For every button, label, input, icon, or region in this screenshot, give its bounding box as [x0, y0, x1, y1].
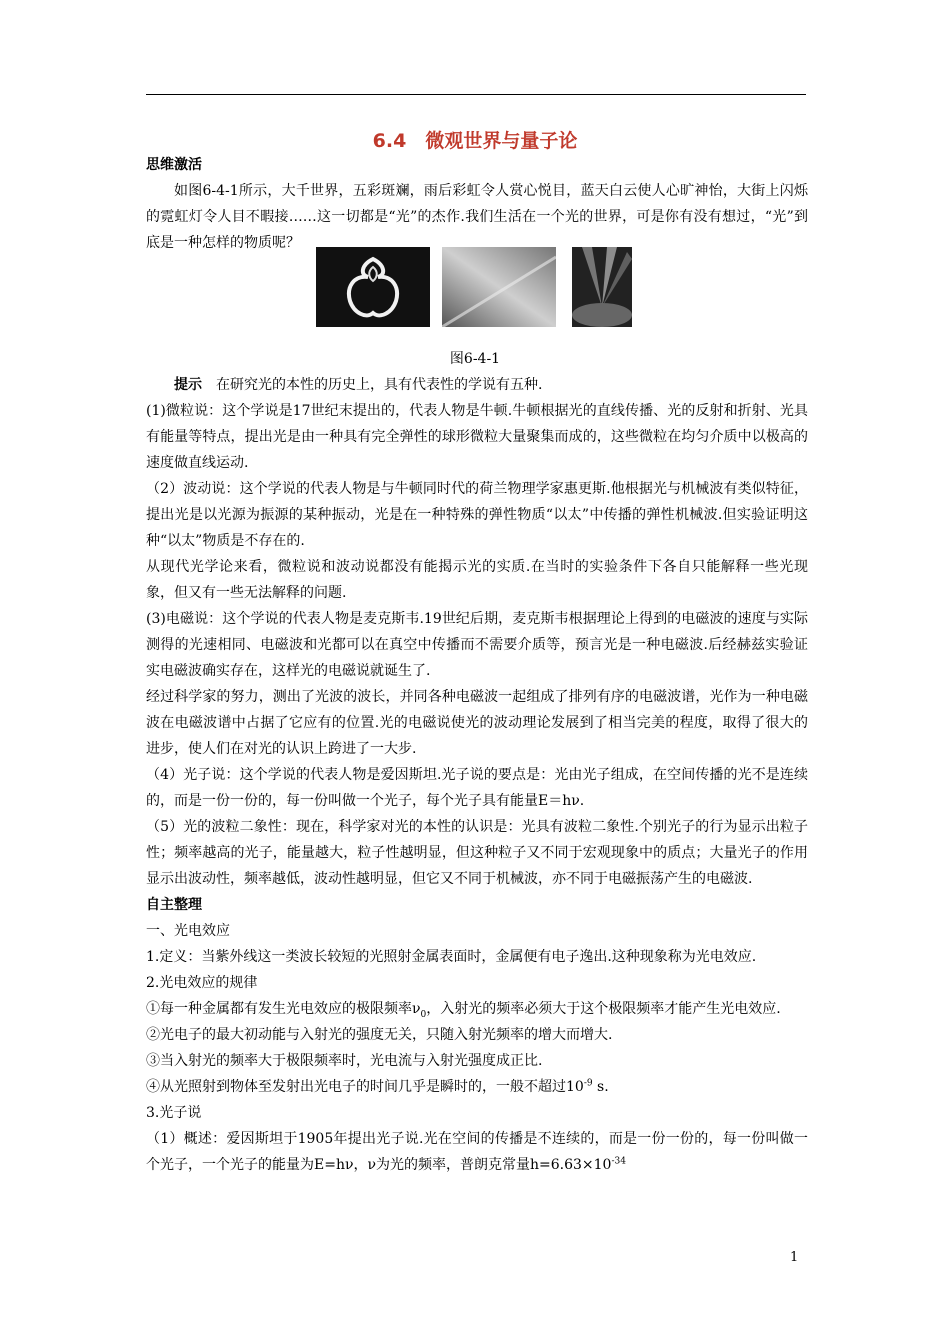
rule-1-text-a: ①每一种金属都有发生光电效应的极限频率ν [146, 1001, 421, 1017]
section-heading-thinking: 思维激活 [146, 157, 202, 173]
heading-rules: 2.光电效应的规律 [146, 975, 258, 991]
rule-1-text-b: ，入射光的频率必须大于这个极限频率才能产生光电效应. [426, 1001, 781, 1017]
section-heading-self-study: 自主整理 [146, 897, 202, 913]
para-corpuscular: (1)微粒说：这个学说是17世纪末提出的，代表人物是牛顿.牛顿根据光的直线传播、光的反射和折射、光具有能量等特点，提出光是由一种具有完全弹性的球形微粒大量聚集而成的，这些微粒在均匀介质中以极高的速度做直线运动. [146, 403, 808, 471]
neon-apple-image [316, 247, 430, 327]
photon-overview [146, 1126, 808, 1178]
photon-overview-text: （1）概述：爱因斯坦于1905年提出光子说.光在空间的传播是不连续的，而是一份一份的，每一份叫做一个光子，一个光子的能量为E=hν，ν为光的频率，普朗克常量h=6.63×10 [146, 1131, 808, 1173]
page-title: 6.4 微观世界与量子论 [372, 130, 578, 152]
intro-block [146, 152, 808, 256]
rule-2: ②光电子的最大初动能与入射光的强度无关，只随入射光频率的增大而增大. [146, 1027, 613, 1043]
light-beam-image [442, 247, 556, 327]
para-modern-view: 从现代光学论来看，微粒说和波动说都没有能揭示光的实质.在当时的实验条件下各自只能解释一些光现象，但又有一些无法解释的问题. [146, 559, 808, 601]
para-em-spectrum: 经过科学家的努力，测出了光波的波长，并同各种电磁波一起组成了排列有序的电磁波谱，光作为一种电磁波在电磁波谱中占据了它应有的位置.光的电磁说使光的波动理论发展到了相当完美的程度，取得了很大的进步，使人们在对光的认识上跨进了一大步. [146, 689, 808, 757]
rule-1 [146, 996, 808, 1022]
main-block [146, 372, 808, 1178]
figure-caption: 图6-4-1 [449, 351, 501, 367]
header-rule [146, 94, 806, 95]
page-number: 1 [790, 1250, 799, 1265]
rule-3: ③当入射光的频率大于极限频率时，光电流与入射光强度成正比. [146, 1053, 543, 1069]
rule-4-superscript: -9 [583, 1078, 593, 1089]
rule-1-subscript: 0 [420, 1009, 427, 1020]
sun-rays-image [572, 247, 632, 327]
definition: 1.定义：当紫外线这一类波长较短的光照射金属表面时，金属便有电子逸出.这种现象称为光电效应. [146, 949, 757, 965]
rule-4-text-b: s. [592, 1079, 609, 1095]
heading-photon-theory: 3.光子说 [146, 1105, 202, 1121]
para-electromagnetic: (3)电磁说：这个学说的代表人物是麦克斯韦.19世纪后期，麦克斯韦根据理论上得到的电磁波的速度与实际测得的光速相同、电磁波和光都可以在真空中传播而不需要介质等，预言光是一种电磁波.后经赫兹实验证实电磁波确实存在，这样光的电磁说就诞生了. [146, 611, 808, 679]
rule-4-text-a: ④从光照射到物体至发射出光电子的时间几乎是瞬时的，一般不超过10 [146, 1079, 584, 1095]
photon-overview-superscript: -34 [611, 1156, 626, 1167]
para-duality: （5）光的波粒二象性：现在，科学家对光的本性的认识是：光具有波粒二象性.个别光子的行为显示出粒子性；频率越高的光子，能量越大，粒子性越明显，但这种粒子又不同于宏观现象中的质点；大量光子的作用显示出波动性，频率越低，波动性越明显，但它又不同于机械波，亦不同于电磁振荡产生的电磁波. [146, 819, 808, 887]
hint-text: 在研究光的本性的历史上，具有代表性的学说有五种. [216, 377, 543, 393]
hint-line [146, 372, 808, 398]
para-photon: （4）光子说：这个学说的代表人物是爱因斯坦.光子说的要点是：光由光子组成，在空间传播的光不是连续的，而是一份一份的，每一份叫做一个光子，每个光子具有能量E＝hν. [146, 767, 808, 809]
intro-paragraph: 如图6-4-1所示，大千世界，五彩斑斓，雨后彩虹令人赏心悦目，蓝天白云使人心旷神怡，大街上闪烁的霓虹灯令人目不暇接……这一切都是“光”的杰作.我们生活在一个光的世界，可是你有没有想过，“光”到底是一种怎样的物质呢？ [146, 183, 808, 251]
rule-4 [146, 1074, 808, 1100]
hint-label: 提示 [174, 377, 202, 393]
heading-photoelectric: 一、光电效应 [146, 923, 230, 939]
para-wave: （2）波动说：这个学说的代表人物是与牛顿同时代的荷兰物理学家惠更斯.他根据光与机械波有类似特征，提出光是以光源为振源的某种振动，光是在一种特殊的弹性物质“以太”中传播的弹性机械波.但实验证明这种“以太”物质是不存在的. [146, 481, 808, 549]
